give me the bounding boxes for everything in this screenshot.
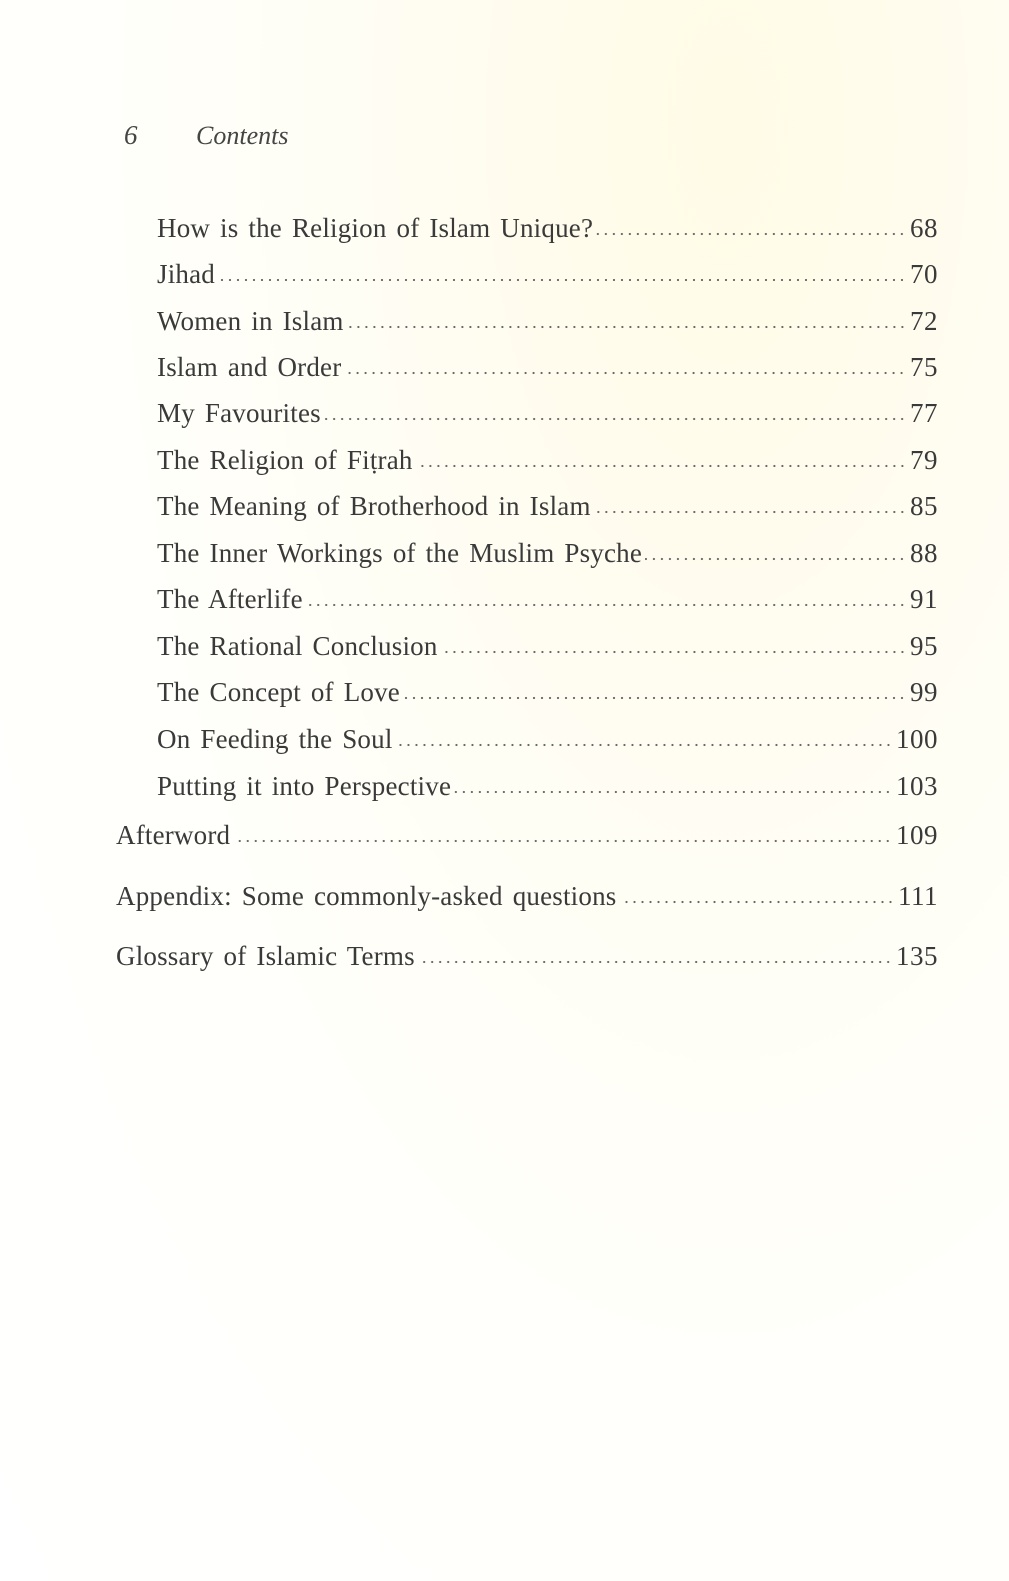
dot-leader	[403, 695, 906, 701]
dot-leader	[347, 324, 906, 330]
toc-entry-title: Glossary of Islamic Terms	[116, 941, 415, 971]
toc-entry-title: Afterword	[116, 820, 231, 850]
toc-entry-page: 99	[910, 677, 938, 707]
toc-entry-page: 135	[896, 941, 938, 971]
toc-entry-page: 88	[910, 538, 938, 568]
running-head-title: Contents	[196, 121, 289, 150]
toc-entry[interactable]	[157, 721, 938, 757]
dot-leader	[645, 556, 906, 562]
toc-entry[interactable]	[157, 628, 938, 664]
toc-entry-page: 75	[910, 352, 938, 382]
dot-leader	[233, 838, 892, 844]
toc-entry-title: The Religion of Fiṭrah	[157, 445, 413, 475]
toc-entry[interactable]	[157, 256, 938, 292]
dot-leader	[396, 742, 892, 748]
toc-entry-page: 100	[896, 724, 938, 754]
toc-entry-page: 77	[910, 398, 938, 428]
toc-entry-page: 85	[910, 491, 938, 521]
toc-entry[interactable]	[157, 768, 938, 804]
dot-leader	[594, 509, 906, 515]
toc-entry-page: 70	[910, 259, 938, 289]
dot-leader	[418, 959, 892, 965]
dot-leader	[441, 649, 906, 655]
page-number: 6	[124, 120, 138, 150]
dot-leader	[596, 231, 906, 237]
toc-entry-page: 111	[898, 881, 938, 911]
toc-entry-glossary[interactable]	[116, 938, 938, 974]
toc-entry-page: 79	[910, 445, 938, 475]
toc-entry-page: 68	[910, 213, 938, 243]
toc-entry-afterword[interactable]	[116, 817, 938, 853]
toc-entry-title: The Inner Workings of the Muslim Psyche	[157, 538, 643, 568]
toc-entry[interactable]	[157, 535, 938, 571]
dot-leader	[620, 899, 895, 905]
toc-entry[interactable]	[157, 581, 938, 617]
toc-entry-page: 103	[896, 771, 938, 801]
toc-entry-title: The Afterlife	[157, 584, 303, 614]
running-head	[124, 120, 288, 151]
toc-entry-page: 109	[896, 820, 938, 850]
toc-entry-title: How is the Religion of Islam Unique?	[157, 213, 594, 243]
dot-leader	[306, 602, 906, 608]
toc-entry[interactable]	[157, 210, 938, 246]
toc-entry-title: My Favourites	[157, 398, 321, 428]
toc-entry[interactable]	[157, 349, 938, 385]
toc-entry-title: The Meaning of Brotherhood in Islam	[157, 491, 591, 521]
toc-entry[interactable]	[157, 442, 938, 478]
toc-entry[interactable]	[157, 488, 938, 524]
toc-entry-title: Jihad	[157, 259, 215, 289]
toc-entry[interactable]	[157, 395, 938, 431]
toc-entry-page: 95	[910, 631, 938, 661]
dot-leader	[416, 463, 906, 469]
toc-entry-title: The Rational Conclusion	[157, 631, 438, 661]
toc-entry-title: Putting it into Perspective	[157, 771, 452, 801]
toc-entry-title: On Feeding the Soul	[157, 724, 393, 754]
toc-entry[interactable]	[157, 303, 938, 339]
toc-entry[interactable]	[157, 674, 938, 710]
toc-entry-title: Appendix: Some commonly-asked questions	[116, 881, 617, 911]
dot-leader	[324, 416, 906, 422]
toc-entry-title: Women in Islam	[157, 306, 344, 336]
toc-entry-title: The Concept of Love	[157, 677, 400, 707]
toc-entry-page: 91	[910, 584, 938, 614]
dot-leader	[454, 789, 892, 795]
toc-entry-title: Islam and Order	[157, 352, 342, 382]
toc-entry-page: 72	[910, 306, 938, 336]
toc-entry-appendix[interactable]	[116, 878, 938, 914]
dot-leader	[218, 277, 906, 283]
dot-leader	[344, 370, 906, 376]
